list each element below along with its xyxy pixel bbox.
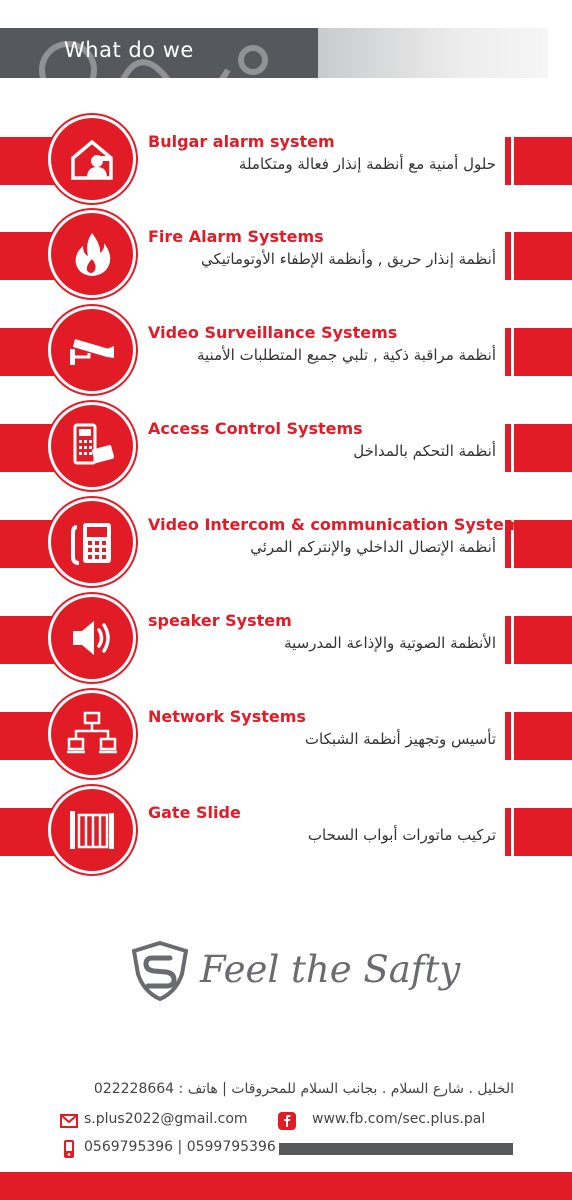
service-title: Fire Alarm Systems <box>148 227 324 246</box>
access-control-icon <box>67 421 117 471</box>
icon-circle <box>51 118 133 200</box>
footer-bar <box>0 1172 572 1200</box>
service-title: Gate Slide <box>148 803 241 822</box>
icon-circle <box>51 597 133 679</box>
icon-circle <box>51 693 133 775</box>
service-title: Bulgar alarm system <box>148 132 335 151</box>
band-end <box>520 616 572 664</box>
band-end <box>520 137 572 185</box>
mobile-phone-icon <box>62 1140 76 1158</box>
service-description: أنظمة مراقبة ذكية , تلبي جميع المتطلبات الأمنية <box>196 346 496 364</box>
band-end <box>520 424 572 472</box>
service-description: أنظمة إنذار حريق , وأنظمة الإطفاء الأوتوماتيكي <box>200 250 496 268</box>
service-item <box>0 501 572 591</box>
phone-numbers[interactable]: 0569795396 | 0599795396 <box>84 1139 276 1155</box>
decorative-bar <box>279 1143 513 1155</box>
page-title: What do we <box>64 38 194 62</box>
service-description: حلول أمنية مع أنظمة إنذار فعالة ومتكاملة <box>238 155 496 173</box>
service-item <box>0 405 572 495</box>
band-end <box>520 712 572 760</box>
fire-icon <box>67 229 117 279</box>
service-description: الأنظمة الصوتية والإذاعة المدرسية <box>284 634 496 652</box>
icon-circle <box>51 789 133 871</box>
network-icon <box>67 709 117 759</box>
service-description: أنظمة التحكم بالمداخل <box>353 442 496 460</box>
service-item <box>0 789 572 879</box>
speaker-icon <box>67 613 117 663</box>
facebook-icon <box>278 1112 296 1130</box>
icon-circle <box>51 213 133 295</box>
shield-s-logo-icon <box>130 940 190 1002</box>
burglar-alarm-icon <box>67 134 117 184</box>
contact-row-email <box>60 1110 520 1132</box>
service-item <box>0 309 572 399</box>
brand-slogan: Feel the Safty <box>200 948 461 991</box>
icon-circle <box>51 405 133 487</box>
service-item <box>0 118 572 208</box>
service-description: تركيب ماتورات أبواب السحاب <box>307 826 496 844</box>
service-title: Video Surveillance Systems <box>148 323 398 342</box>
email-link[interactable]: s.plus2022@gmail.com <box>84 1111 248 1127</box>
service-item <box>0 213 572 303</box>
address-text: الخليل . شارع السلام . بجانب السلام للمحروقات | هاتف : 022228664 <box>93 1081 514 1097</box>
service-title: Network Systems <box>148 707 306 726</box>
service-title: Video Intercom & communication Systems <box>148 515 531 534</box>
band-end <box>520 328 572 376</box>
icon-circle <box>51 309 133 391</box>
header-fade <box>318 28 548 78</box>
facebook-link[interactable]: www.fb.com/sec.plus.pal <box>312 1111 486 1127</box>
intercom-phone-icon <box>67 517 117 567</box>
gate-motor-icon <box>67 805 117 855</box>
icon-circle <box>51 501 133 583</box>
service-title: speaker System <box>148 611 292 630</box>
service-description: تأسيس وتجهيز أنظمة الشبكات <box>304 730 496 748</box>
security-camera-icon <box>67 325 117 375</box>
service-item <box>0 693 572 783</box>
service-item <box>0 597 572 687</box>
service-title: Access Control Systems <box>148 419 363 438</box>
watermark-logo <box>28 20 278 110</box>
band-end <box>520 232 572 280</box>
email-icon <box>60 1112 78 1130</box>
brand-block <box>130 940 461 1004</box>
band-end <box>520 808 572 856</box>
service-description: أنظمة الإتصال الداخلي والإنتركم المرئي <box>250 538 496 556</box>
